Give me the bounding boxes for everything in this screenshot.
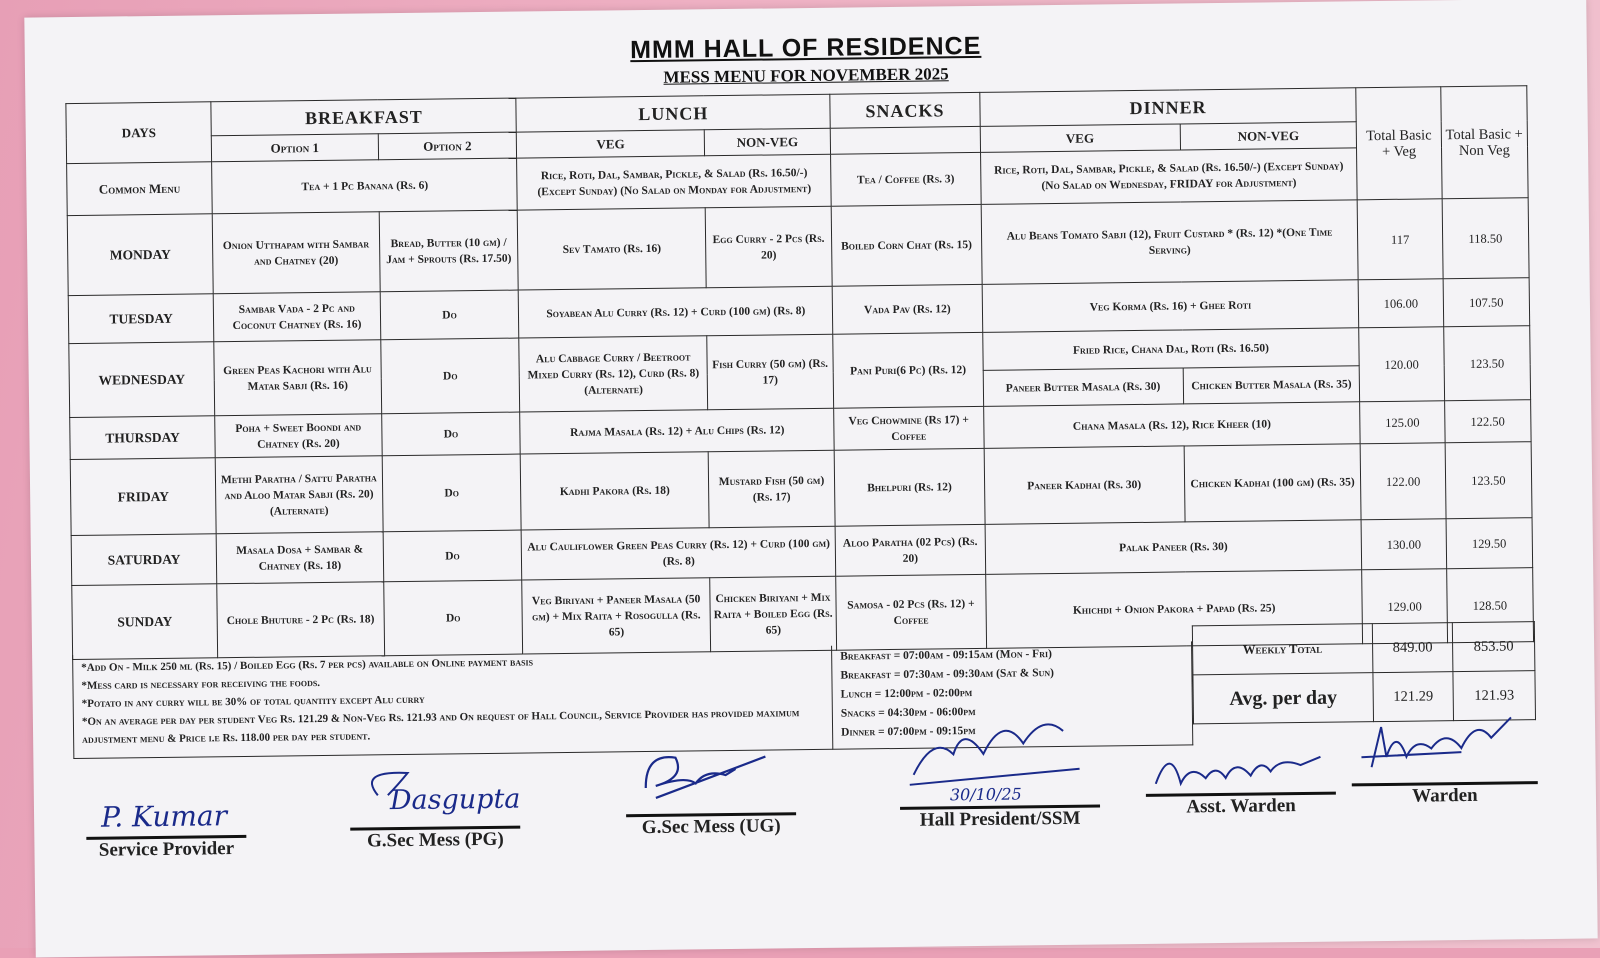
signature-asst-warden xyxy=(1145,742,1336,819)
signature-label: G.Sec Mess (PG) xyxy=(366,828,504,852)
breakfast-option1: Methi Paratha / Sattu Paratha and Aloo Matar Sabji (Rs. 20) (Alternate) xyxy=(215,456,382,534)
total-veg: 106.00 xyxy=(1359,279,1444,328)
lunch-nonveg: Mustard Fish (50 gm) (Rs. 17) xyxy=(708,450,835,528)
signature-warden xyxy=(1351,715,1538,808)
day-label: SATURDAY xyxy=(71,534,217,586)
snacks: Samosa - 02 Pcs (Rs. 12) + Coffee xyxy=(836,574,986,650)
day-label: THURSDAY xyxy=(70,416,216,460)
summary-table xyxy=(1192,621,1536,724)
header-dinner-veg: VEG xyxy=(980,124,1180,152)
breakfast-option2: Do xyxy=(383,580,523,656)
day-label: MONDAY xyxy=(67,214,213,296)
header-breakfast: BREAKFAST xyxy=(211,98,517,136)
timing-item: Breakfast = 07:30am - 09:30am (Sat & Sun) xyxy=(840,667,1055,682)
svg-text:P. Kumar: P. Kumar xyxy=(100,799,228,834)
day-label: FRIDAY xyxy=(70,458,216,536)
lunch-veg: Alu Cabbage Curry / Beetroot Mixed Curry (Rs. 12), Curd (Rs. 8) (Alternate) xyxy=(519,336,707,412)
breakfast-option2: Do xyxy=(381,412,520,456)
timing-item: Snacks = 04:30pm - 06:00pm xyxy=(840,706,976,720)
note-item: *Add On - Milk 250 ml (Rs. 15) / Boiled Egg (Rs. 7 per pcs) available on Online payment basis xyxy=(81,656,534,674)
breakfast-option1: Onion Utthapam with Sambar and Chatney (20) xyxy=(212,212,379,294)
note-item: *Potato in any curry will be 30% of total quantity except Alu curry xyxy=(81,693,425,710)
total-nonveg: 123.50 xyxy=(1443,326,1530,401)
day-label: TUESDAY xyxy=(68,294,214,344)
weekly-total-veg: 849.00 xyxy=(1372,623,1453,673)
breakfast-option2: Do xyxy=(382,454,522,532)
lunch: Rajma Masala (Rs. 12) + Alu Chips (Rs. 12) xyxy=(520,408,834,454)
total-nonveg: 123.50 xyxy=(1445,442,1532,519)
mess-menu-table xyxy=(65,85,1534,660)
note-item: *Mess card is necessary for receiving the foods. xyxy=(81,677,321,692)
signature-mark xyxy=(1351,715,1538,783)
common-snacks: Tea / Coffee (Rs. 3) xyxy=(831,152,981,206)
note-item: *On an average per day per student Veg Rs. 121.29 & Non-Veg Rs. 121.93 and On request of Hall Council, Service Provider has provided maximum adjustment menu & Price i.e Rs. 118.00 per day per student. xyxy=(81,707,800,746)
dinner-nonveg: Chicken Butter Masala (Rs. 35) xyxy=(1183,366,1360,404)
header-lunch: LUNCH xyxy=(516,94,830,132)
header-days: DAYS xyxy=(66,102,212,164)
signature-label: Asst. Warden xyxy=(1186,795,1296,818)
total-nonveg: 129.50 xyxy=(1446,518,1533,569)
total-veg: 125.00 xyxy=(1360,401,1445,444)
lunch: Soyabean Alu Curry (Rs. 12) + Curd (100 gm) (Rs. 8) xyxy=(519,286,833,338)
dinner: Chana Masala (Rs. 12), Rice Kheer (10) xyxy=(983,402,1360,449)
svg-text:Dasgupta: Dasgupta xyxy=(389,783,521,817)
breakfast-option1: Poha + Sweet Boondi and Chatney (Rs. 20) xyxy=(215,414,382,458)
header-snacks: SNACKS xyxy=(830,92,980,128)
weekly-total-nonveg: 853.50 xyxy=(1452,622,1535,672)
breakfast-option2: Bread, Butter (10 gm) / Jam + Sprouts (Rs. 17.50) xyxy=(379,210,519,292)
timing-item: Dinner = 07:00pm - 09:15pm xyxy=(841,725,976,739)
lunch-nonveg: Chicken Biriyani + Mix Raita + Boiled Egg (Rs. 65) xyxy=(710,576,837,652)
breakfast-option1: Green Peas Kachori with Alu Matar Sabji (Rs. 16) xyxy=(214,340,381,416)
header-total-nonveg: Total Basic + Non Veg xyxy=(1440,86,1528,199)
snacks: Veg Chowmine (Rs 17) + Coffee xyxy=(834,406,984,450)
total-nonveg: 122.50 xyxy=(1444,400,1531,443)
total-veg: 117 xyxy=(1358,199,1443,280)
header-lunch-veg: VEG xyxy=(517,130,705,158)
snacks: Boiled Corn Chat (Rs. 15) xyxy=(831,204,981,286)
common-dinner: Rice, Roti, Dal, Sambar, Pickle, & Salad (Rs. 16.50/-) (Except Sunday) (No Salad on Wednesday, FRIDAY for Adjustment) xyxy=(980,148,1357,205)
snacks: Bhelpuri (Rs. 12) xyxy=(834,448,984,526)
breakfast-option2: Do xyxy=(380,338,520,414)
dinner-veg: Paneer Butter Masala (Rs. 30) xyxy=(983,368,1183,406)
signature-label: Service Provider xyxy=(98,838,235,861)
common-breakfast: Tea + 1 Pc Banana (Rs. 6) xyxy=(212,158,518,214)
timing-item: Lunch = 12:00pm - 02:00pm xyxy=(840,687,973,701)
header-dinner: DINNER xyxy=(979,88,1356,127)
lunch-veg: Veg Biriyani + Paneer Masala (50 gm) + Mix Raita + Rosogulla (Rs. 65) xyxy=(522,578,710,654)
timing-item: Breakfast = 07:00am - 09:15am (Mon - Fri) xyxy=(840,648,1052,663)
breakfast-option2: Do xyxy=(380,290,520,340)
signature-mark xyxy=(899,722,1100,806)
page-title: MMM HALL OF RESIDENCE xyxy=(630,31,982,65)
header-breakfast-option2: Option 2 xyxy=(378,132,517,160)
snacks: Pani Puri(6 Pc) (Rs. 12) xyxy=(833,332,983,408)
total-veg: 130.00 xyxy=(1361,519,1446,570)
dinner-veg: Paneer Kadhai (Rs. 30) xyxy=(984,446,1185,524)
signature-date: 30/10/25 xyxy=(949,784,1022,805)
signature-hall-president xyxy=(899,722,1100,831)
signature-label: G.Sec Mess (UG) xyxy=(641,815,781,839)
avg-per-day-nonveg: 121.93 xyxy=(1453,671,1536,721)
total-nonveg: 118.50 xyxy=(1442,198,1529,279)
signature-service-provider xyxy=(86,793,247,862)
signature-label: Hall President/SSM xyxy=(919,807,1081,831)
total-nonveg: 128.50 xyxy=(1446,568,1533,643)
total-veg: 129.00 xyxy=(1362,569,1447,644)
total-veg: 120.00 xyxy=(1359,327,1444,402)
page-subtitle: MESS MENU FOR NOVEMBER 2025 xyxy=(663,64,949,87)
breakfast-option2: Do xyxy=(383,530,523,582)
menu-sheet xyxy=(24,0,1597,958)
weekly-total-label: Weekly Total xyxy=(1192,624,1373,675)
total-nonveg: 107.50 xyxy=(1443,278,1530,327)
signature-gsec-ug xyxy=(625,746,796,839)
total-veg: 122.00 xyxy=(1361,443,1446,520)
dinner: Palak Paneer (Rs. 30) xyxy=(985,520,1362,575)
snacks: Aloo Paratha (02 Pcs) (Rs. 20) xyxy=(835,524,985,576)
signature-gsec-pg xyxy=(349,764,520,853)
breakfast-option1: Chole Bhuture - 2 Pc (Rs. 18) xyxy=(217,582,384,658)
header-dinner-nonveg: NON-VEG xyxy=(1180,122,1357,150)
lunch-nonveg: Egg Curry - 2 Pcs (Rs. 20) xyxy=(705,206,832,288)
lunch-veg: Sev Tamato (Rs. 16) xyxy=(518,208,706,290)
common-menu-label: Common Menu xyxy=(67,162,213,216)
header-total-veg: Total Basic + Veg xyxy=(1356,87,1442,200)
header-lunch-nonveg: NON-VEG xyxy=(704,128,831,156)
dinner-common: Fried Rice, Chana Dal, Roti (Rs. 16.50) xyxy=(982,328,1359,371)
breakfast-option1: Sambar Vada - 2 Pc and Coconut Chatney (Rs. 16) xyxy=(213,292,380,342)
avg-per-day-veg: 121.29 xyxy=(1373,672,1454,722)
header-breakfast-option1: Option 1 xyxy=(212,134,379,162)
lunch-veg: Kadhi Pakora (Rs. 18) xyxy=(521,452,709,530)
dinner: Veg Korma (Rs. 16) + Ghee Roti xyxy=(982,280,1359,333)
signature-mark xyxy=(1145,742,1336,794)
dinner: Alu Beans Tomato Sabji (12), Fruit Custard * (Rs. 12) *(One Time Serving) xyxy=(981,200,1359,285)
common-lunch: Rice, Roti, Dal, Sambar, Pickle, & Salad (Rs. 16.50/-) (Except Sunday) (No Salad on Monday for Adjustment) xyxy=(517,154,831,210)
day-label: SUNDAY xyxy=(72,584,218,660)
day-label: WEDNESDAY xyxy=(69,342,215,418)
lunch-nonveg: Fish Curry (50 gm) (Rs. 17) xyxy=(707,334,834,410)
signature-label: Warden xyxy=(1412,784,1478,807)
signature-mark xyxy=(349,764,520,828)
signature-mark xyxy=(625,746,796,814)
dinner: Khichdi + Onion Pakora + Papad (Rs. 25) xyxy=(985,570,1363,649)
snacks: Vada Pav (Rs. 12) xyxy=(832,284,982,334)
signature-mark xyxy=(91,793,242,837)
breakfast-option1: Masala Dosa + Sambar & Chatney (Rs. 18) xyxy=(216,532,383,584)
dinner-nonveg: Chicken Kadhai (100 gm) (Rs. 35) xyxy=(1184,444,1362,522)
header-snacks-blank xyxy=(830,126,980,154)
notes-box xyxy=(72,646,833,759)
lunch: Alu Cauliflower Green Peas Curry (Rs. 12) + Curd (100 gm) (Rs. 8) xyxy=(522,526,836,580)
avg-per-day-label: Avg. per day xyxy=(1193,673,1374,724)
